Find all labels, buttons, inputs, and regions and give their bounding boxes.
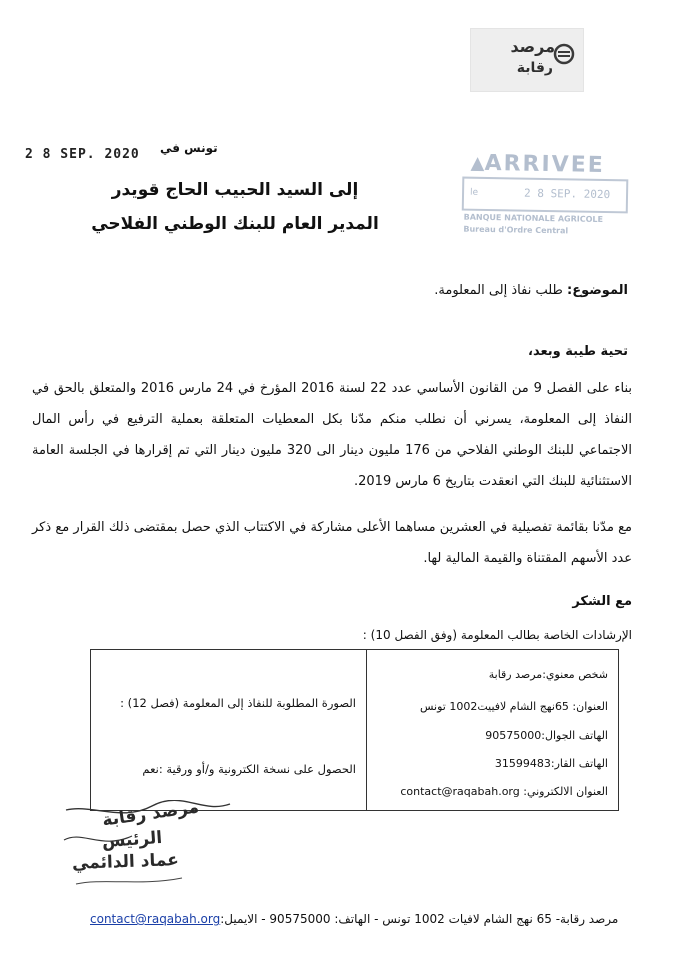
guide-title: الإرشادات الخاصة بطالب المعلومة (وفق الفصل 10) : (362, 628, 632, 642)
footer (90, 912, 618, 926)
stamp-title: ARRIVEE (484, 150, 605, 179)
access-form-answer: الحصول على نسخة الكترونية و/أو ورقية :نعم (142, 762, 356, 776)
logo-mark-icon (553, 43, 575, 65)
addressee-name: إلى السيد الحبيب الحاج قويدر (111, 180, 359, 200)
body-paragraph-1: بناء على الفصل 9 من القانون الأساسي عدد 22 لسنة 2016 المؤرخ في 24 مارس 2016 والمتعلق بالحق في النفاذ إلى المعلومة، يسرني أن نطلب منكم مدّنا بكل المعطيات المتعلقة بعملية الترفيع في رأس المال الاجتماعي للبنك الوطني الفلاحي من 176 مليون دينار الى 320 مليون دينار التي تم إقرارها في الجلسة العامة الاستثنائية للبنك التي انعقدت بتاريخ 6 مارس 2019. (32, 381, 632, 489)
stamp-date-box (462, 177, 629, 214)
subject-line (434, 283, 628, 298)
logo (470, 28, 584, 92)
logo-text-top: مرصد (510, 37, 555, 56)
footer-email-link[interactable]: contact@raqabah.org (90, 912, 221, 926)
requester-address: العنوان: 65نهج الشام لافييت1002 تونس (420, 700, 608, 713)
city-label: تونس في (160, 141, 218, 155)
stamp-bank-name: BANQUE NATIONALE AGRICOLE (463, 212, 604, 224)
stamp-office: Bureau d'Ordre Central (463, 224, 569, 236)
drop-icon: ▲ (470, 152, 485, 174)
access-form-label: الصورة المطلوبة للنفاذ إلى المعلومة (فصل 12) : (120, 696, 356, 710)
stamp-le: le (469, 187, 479, 198)
addressee-title: المدير العام للبنك الوطني الفلاحي (91, 214, 379, 234)
requester-mobile: الهاتف الجوال:90575000 (485, 729, 608, 742)
arrival-stamp (457, 146, 635, 247)
subject-label: الموضوع: (567, 283, 628, 298)
signature (62, 797, 232, 890)
signature-org: مرصد رقابة (101, 797, 201, 831)
footer-text: مرصد رقابة- 65 نهج الشام لافيات 1002 تونس - الهاتف: 90575000 - الايميل: (220, 912, 619, 926)
logo-text-bottom: رقابة (516, 60, 553, 76)
requester-type: شخص معنوي:مرصد رقابة (488, 668, 608, 681)
stamp-date: 2 8 SEP. 2020 (523, 186, 611, 202)
signature-name: عماد الدائمي (71, 850, 180, 874)
greeting: تحية طيبة وبعد، (528, 344, 628, 359)
closing: مع الشكر (572, 594, 632, 609)
date-stamp: 2 8 SEP. 2020 (25, 147, 140, 162)
subject-text: طلب نفاذ إلى المعلومة. (434, 283, 567, 298)
requester-email: العنوان الالكتروني: contact@raqabah.org (400, 785, 608, 798)
requester-phone: الهاتف القار:31599483 (494, 757, 608, 770)
body-paragraph-2: مع مدّنا بقائمة تفصيلية في العشرين مساهما الأعلى مشاركة في الاكتتاب الذي حصل بمقتضى ذلك القرار مع ذكر عدد الأسهم المقتناة والقيمة المالية لها. (32, 520, 632, 566)
info-box-divider (366, 650, 367, 810)
signature-title: الرئيس (101, 827, 163, 853)
info-box (90, 649, 619, 811)
